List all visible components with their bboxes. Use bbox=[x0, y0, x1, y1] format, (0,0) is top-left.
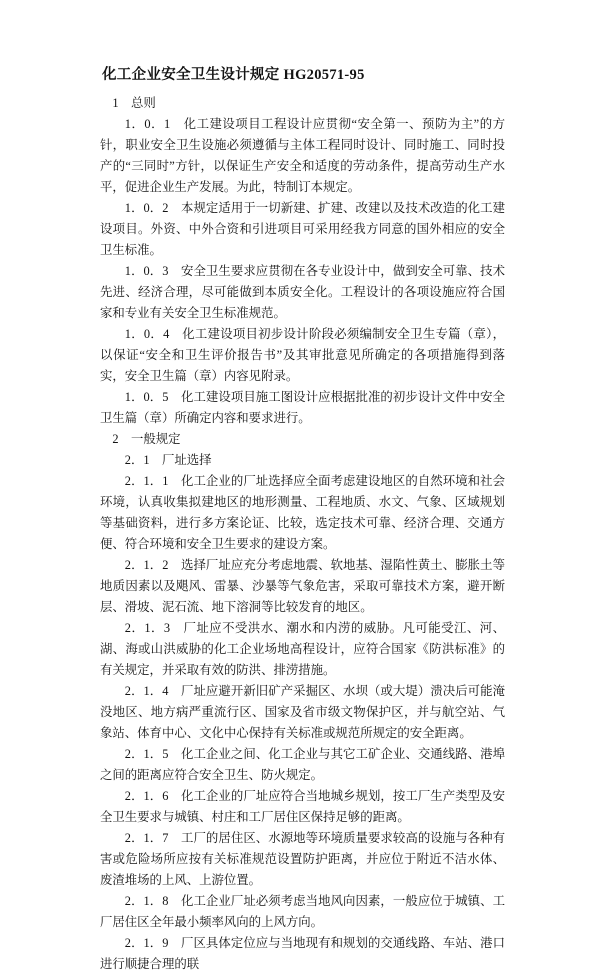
clause-2-1-1: 2．1．1 化工企业的厂址选择应全面考虑建设地区的自然环境和社会环境，认真收集拟建地区的地形测量、工程地质、水文、气象、区域规划等基础资料，进行多方案论证、比较，选定技术可靠、经济合理、交通方便、符合环境和安全卫生要求的建设方案。 bbox=[100, 474, 505, 551]
clause-1-0-2: 1．0．2 本规定适用于一切新建、扩建、改建以及技术改造的化工建设项目。外资、中外合资和引进项目可采用经我方同意的国外相应的安全卫生标准。 bbox=[100, 201, 505, 257]
clause-2-1-3: 2．1．3 厂址应不受洪水、潮水和内涝的威胁。凡可能受江、河、湖、海或山洪威胁的化工企业场地高程设计，应符合国家《防洪标准》的有关规定，并采取有效的防洪、排涝措施。 bbox=[100, 621, 505, 677]
clause-2-1-2: 2．1．2 选择厂址应充分考虑地震、软地基、湿陷性黄土、膨胀土等地质因素以及飓风、雷暴、沙暴等气象危害，采取可靠技术方案，避开断层、滑坡、泥石流、地下溶洞等比较发育的地区。 bbox=[100, 558, 505, 614]
clause-2-1-8: 2．1．8 化工企业厂址必须考虑当地风向因素，一般应位于城镇、工厂居住区全年最小频率风向的上风方向。 bbox=[100, 894, 505, 929]
clause-2-1-4: 2．1．4 厂址应避开新旧矿产采掘区、水坝（或大堤）溃决后可能淹没地区、地方病严重流行区、国家及省市级文物保护区，并与航空站、气象站、体育中心、文化中心保持有关标准或规范所规定的安全距离。 bbox=[100, 684, 505, 740]
clause-1-0-3: 1．0．3 安全卫生要求应贯彻在各专业设计中，做到安全可靠、技术先进、经济合理，尽可能做到本质安全化。工程设计的各项设施应符合国家和专业有关安全卫生标准规范。 bbox=[100, 264, 505, 320]
clause-2-1-7: 2．1．7 工厂的居住区、水源地等环境质量要求较高的设施与各种有害或危险场所应按有关标准规范设置防护距离，并应位于附近不洁水体、废渣堆场的上风、上游位置。 bbox=[100, 831, 505, 887]
subsection-2-1-heading: 2．1 厂址选择 bbox=[124, 453, 212, 467]
clause-2-1-9: 2．1．9 厂区具体定位应与当地现有和规划的交通线路、车站、港口进行顺捷合理的联 bbox=[100, 936, 505, 971]
clause-1-0-5: 1．0．5 化工建设项目施工图设计应根据批准的初步设计文件中安全卫生篇（章）所确定内容和要求进行。 bbox=[100, 390, 505, 425]
clause-1-0-4: 1．0．4 化工建设项目初步设计阶段必须编制安全卫生专篇（章），以保证“安全和卫生评价报告书”及其审批意见所确定的各项措施得到落实，安全卫生篇（章）内容见附录。 bbox=[100, 327, 505, 383]
clause-2-1-6: 2．1．6 化工企业的厂址应符合当地城乡规划，按工厂生产类型及安全卫生要求与城镇、村庄和工厂居住区保持足够的距离。 bbox=[100, 789, 505, 824]
section-2-heading: 2 一般规定 bbox=[112, 432, 181, 446]
document-title: 化工企业安全卫生设计规定 HG20571-95 bbox=[102, 67, 365, 83]
clause-2-1-5: 2．1．5 化工企业之间、化工企业与其它工矿企业、交通线路、港埠之间的距离应符合安全卫生、防火规定。 bbox=[100, 747, 505, 782]
section-1-heading: 1 总则 bbox=[112, 96, 156, 110]
clause-1-0-1: 1．0．1 化工建设项目工程设计应贯彻“安全第一、预防为主”的方针，职业安全卫生设施必须遵循与主体工程同时设计、同时施工、同时投产的“三同时”方针，以保证生产安全和适度的劳动条件，提高劳动生产水平，促进企业生产发展。为此，特制订本规定。 bbox=[100, 117, 505, 194]
